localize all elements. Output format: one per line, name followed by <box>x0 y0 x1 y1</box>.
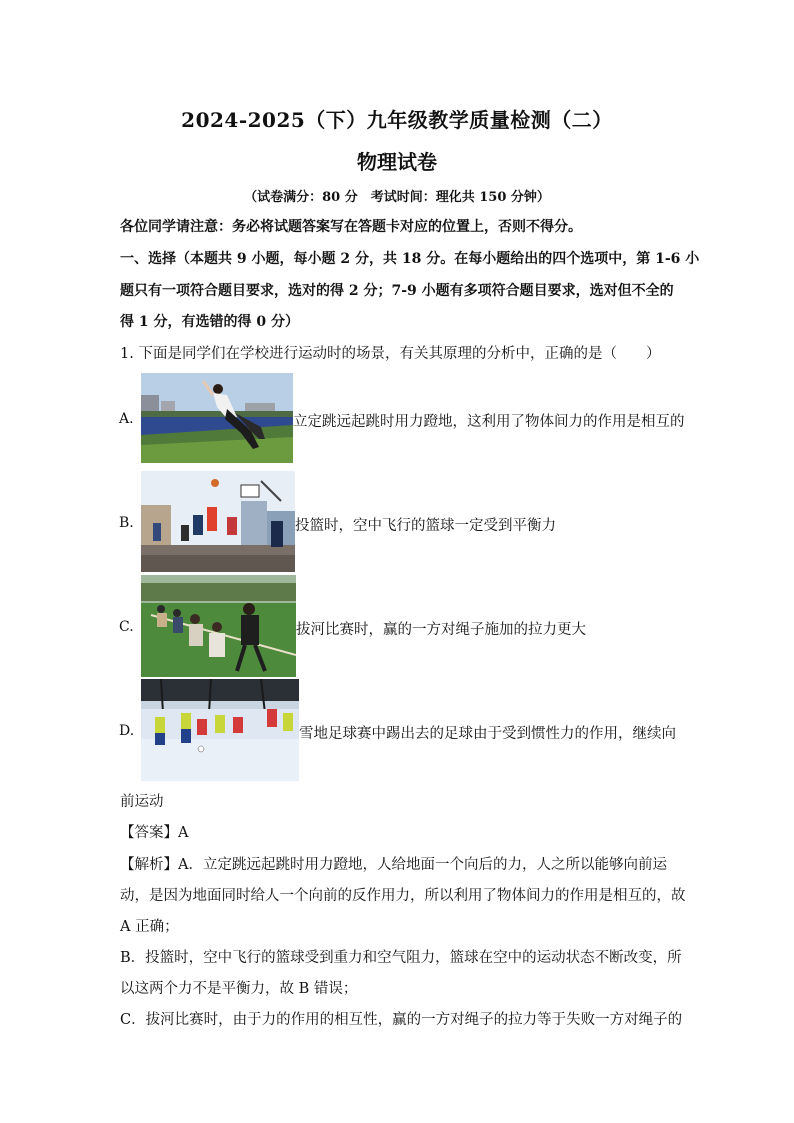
option-d-text-continued: 前运动 <box>120 794 164 810</box>
snow-soccer-photo <box>141 679 299 781</box>
option-c-text: 拔河比赛时，赢的一方对绳子施加的拉力更大 <box>296 622 586 638</box>
answer-label: 【答案】A <box>120 825 189 841</box>
section-instructions-line1: 一、选择（本题共 9 小题，每小题 2 分，共 18 分。在每小题给出的四个选项中，第 1-6 小 <box>120 251 700 267</box>
analysis-line: 【解析】A．立定跳远起跳时用力蹬地，人给地面一个向后的力，人之所以能够向前运 <box>120 857 667 873</box>
question-stem: 1. 下面是同学们在学校进行运动时的场景，有关其原理的分析中，正确的是（ ） <box>120 346 661 362</box>
analysis-line: B．投篮时，空中飞行的篮球受到重力和空气阻力，篮球在空中的运动状态不断改变，所 <box>120 950 682 966</box>
option-d-text: 雪地足球赛中踢出去的足球由于受到惯性力的作用，继续向 <box>299 726 676 742</box>
long-jump-photo <box>141 373 293 463</box>
section-instructions-line3: 得 1 分，有选错的得 0 分） <box>120 314 299 330</box>
analysis-line: 动，是因为地面同时给人一个向前的反作用力，所以利用了物体间力的作用是相互的，故 <box>120 888 686 904</box>
analysis-line: 以这两个力不是平衡力，故 B 错误； <box>120 981 358 997</box>
option-b-text: 投篮时，空中飞行的篮球一定受到平衡力 <box>295 518 556 534</box>
tug-of-war-photo <box>141 575 296 677</box>
analysis-line: A 正确； <box>120 919 179 935</box>
option-c-letter: C. <box>119 619 134 635</box>
analysis-line: C．拔河比赛时，由于力的作用的相互性，赢的一方对绳子的拉力等于失败一方对绳子的 <box>120 1012 683 1028</box>
exam-meta: （试卷满分：80 分 考试时间：理化共 150 分钟） <box>244 190 550 205</box>
basketball-photo <box>141 471 295 572</box>
notice-text: 各位同学请注意：务必将试题答案写在答题卡对应的位置上，否则不得分。 <box>120 219 582 235</box>
option-a-letter: A. <box>119 411 134 427</box>
option-b-letter: B. <box>119 515 134 531</box>
section-instructions-line2: 题只有一项符合题目要求，选对的得 2 分；7-9 小题有多项符合题目要求，选对但不全的 <box>120 283 674 299</box>
option-d-letter: D. <box>119 723 135 739</box>
exam-title: 2024-2025（下）九年级教学质量检测（二） <box>181 108 613 132</box>
exam-subject: 物理试卷 <box>357 150 437 174</box>
option-a-text: 立定跳远起跳时用力蹬地，这利用了物体间力的作用是相互的 <box>293 414 685 430</box>
